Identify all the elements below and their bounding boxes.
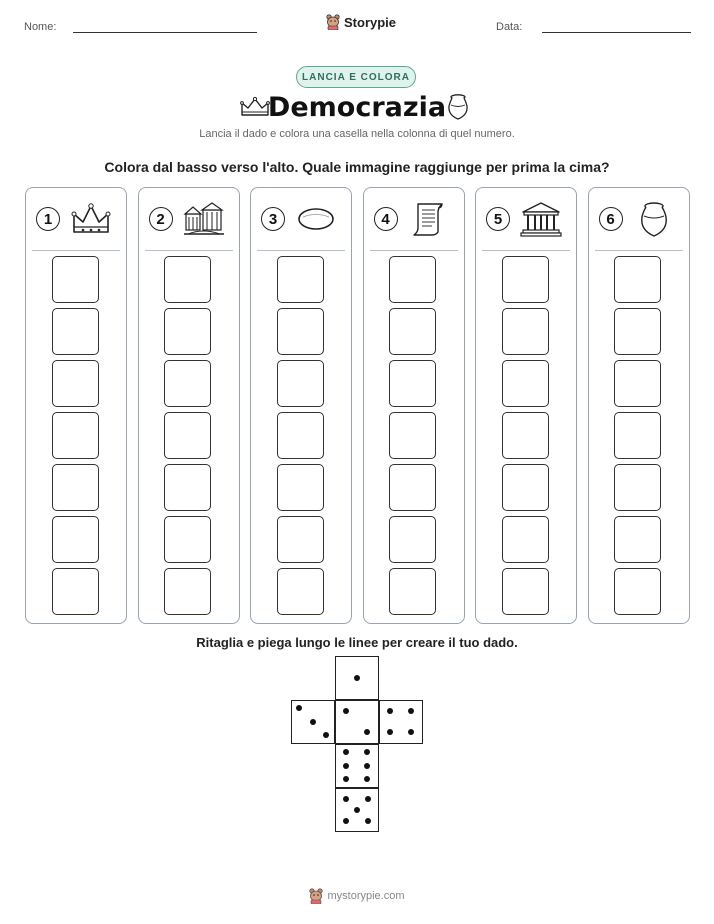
color-cell[interactable] — [52, 568, 99, 615]
column-divider — [32, 250, 120, 251]
date-line[interactable] — [542, 32, 691, 33]
page-title: Democrazia — [267, 92, 447, 123]
column-header — [364, 188, 464, 250]
stone-token-icon — [295, 200, 337, 238]
dice-column-5 — [475, 187, 577, 624]
color-cell[interactable] — [502, 256, 549, 303]
dice-column-4 — [363, 187, 465, 624]
die-face-1 — [335, 656, 379, 700]
color-cell[interactable] — [164, 360, 211, 407]
color-cell[interactable] — [502, 516, 549, 563]
color-cell[interactable] — [164, 412, 211, 459]
crown-icon — [70, 200, 112, 238]
color-cell[interactable] — [164, 464, 211, 511]
column-divider — [482, 250, 570, 251]
die-pip — [343, 763, 349, 769]
color-cell[interactable] — [614, 464, 661, 511]
die-face-4 — [379, 700, 423, 744]
column-number: 2 — [149, 207, 173, 231]
activity-badge: LANCIA E COLORA — [296, 66, 416, 88]
color-cell[interactable] — [614, 256, 661, 303]
color-cell[interactable] — [277, 568, 324, 615]
column-divider — [257, 250, 345, 251]
greek-temple-icon — [520, 200, 562, 238]
die-pip — [387, 729, 393, 735]
die-pip — [343, 796, 349, 802]
column-header — [251, 188, 351, 250]
logo-text: Storypie — [344, 14, 397, 30]
column-header — [476, 188, 576, 250]
color-cell[interactable] — [502, 412, 549, 459]
footer-url: mystorypie.com — [327, 890, 405, 902]
ancient-city-icon — [183, 200, 225, 238]
color-cell[interactable] — [502, 360, 549, 407]
column-header — [26, 188, 126, 250]
dice-column-3 — [250, 187, 352, 624]
die-pip — [408, 708, 414, 714]
color-cell[interactable] — [164, 568, 211, 615]
column-header — [589, 188, 689, 250]
color-cell[interactable] — [614, 516, 661, 563]
name-line[interactable] — [73, 32, 257, 33]
color-cell[interactable] — [52, 516, 99, 563]
die-pip — [354, 675, 360, 681]
color-cell[interactable] — [52, 360, 99, 407]
footer — [0, 888, 714, 904]
coloring-instruction: Colora dal basso verso l'alto. Quale immagine raggiunge per prima la cima? — [104, 159, 610, 175]
color-cell[interactable] — [502, 308, 549, 355]
color-cell[interactable] — [52, 464, 99, 511]
column-number: 1 — [36, 207, 60, 231]
die-pip — [408, 729, 414, 735]
amphora-pot-icon — [444, 93, 472, 121]
color-cell[interactable] — [52, 308, 99, 355]
date-label: Data: — [496, 21, 523, 33]
die-pip — [323, 732, 329, 738]
color-cell[interactable] — [614, 360, 661, 407]
dice-column-1 — [25, 187, 127, 624]
die-pip — [343, 749, 349, 755]
die-face-5 — [335, 788, 379, 832]
die-pip — [310, 719, 316, 725]
name-label: Nome: — [24, 21, 57, 33]
color-cell[interactable] — [614, 308, 661, 355]
die-pip — [343, 818, 349, 824]
die-pip — [343, 776, 349, 782]
die-pip — [365, 818, 371, 824]
dice-column-2 — [138, 187, 240, 624]
color-cell[interactable] — [389, 568, 436, 615]
scroll-icon — [408, 200, 450, 238]
color-cell[interactable] — [389, 360, 436, 407]
die-pip — [364, 749, 370, 755]
die-pip — [387, 708, 393, 714]
color-cell[interactable] — [277, 256, 324, 303]
die-pip — [354, 807, 360, 813]
die-pip — [296, 705, 302, 711]
color-cell[interactable] — [389, 256, 436, 303]
column-divider — [145, 250, 233, 251]
die-pip — [343, 708, 349, 714]
color-cell[interactable] — [277, 308, 324, 355]
column-divider — [370, 250, 458, 251]
color-cell[interactable] — [389, 516, 436, 563]
page-subtitle: Lancia il dado e colora una casella nella colonna di quel numero. — [199, 128, 515, 140]
color-cell[interactable] — [277, 412, 324, 459]
color-cell[interactable] — [277, 360, 324, 407]
column-divider — [595, 250, 683, 251]
column-header — [139, 188, 239, 250]
bear-mascot-icon — [309, 888, 323, 904]
color-cell[interactable] — [502, 464, 549, 511]
column-number: 3 — [261, 207, 285, 231]
amphora-pot-icon — [633, 200, 675, 238]
die-pip — [364, 763, 370, 769]
color-cell[interactable] — [389, 308, 436, 355]
dice-column-6 — [588, 187, 690, 624]
column-number: 4 — [374, 207, 398, 231]
cut-instruction: Ritaglia e piega lungo le linee per creare il tuo dado. — [196, 635, 518, 650]
color-cell[interactable] — [614, 412, 661, 459]
color-cell[interactable] — [614, 568, 661, 615]
die-pip — [364, 729, 370, 735]
bear-mascot-icon — [326, 14, 340, 30]
color-cell[interactable] — [277, 464, 324, 511]
die-face-6 — [335, 744, 379, 788]
column-number: 5 — [486, 207, 510, 231]
color-cell[interactable] — [164, 308, 211, 355]
color-cell[interactable] — [389, 464, 436, 511]
color-cell[interactable] — [389, 412, 436, 459]
color-cell[interactable] — [277, 516, 324, 563]
color-cell[interactable] — [52, 256, 99, 303]
color-cell[interactable] — [164, 256, 211, 303]
die-face-2 — [335, 700, 379, 744]
die-pip — [365, 796, 371, 802]
color-cell[interactable] — [164, 516, 211, 563]
color-cell[interactable] — [52, 412, 99, 459]
storypie-logo — [326, 14, 396, 30]
die-face-3 — [291, 700, 335, 744]
die-pip — [364, 776, 370, 782]
color-cell[interactable] — [502, 568, 549, 615]
column-number: 6 — [599, 207, 623, 231]
